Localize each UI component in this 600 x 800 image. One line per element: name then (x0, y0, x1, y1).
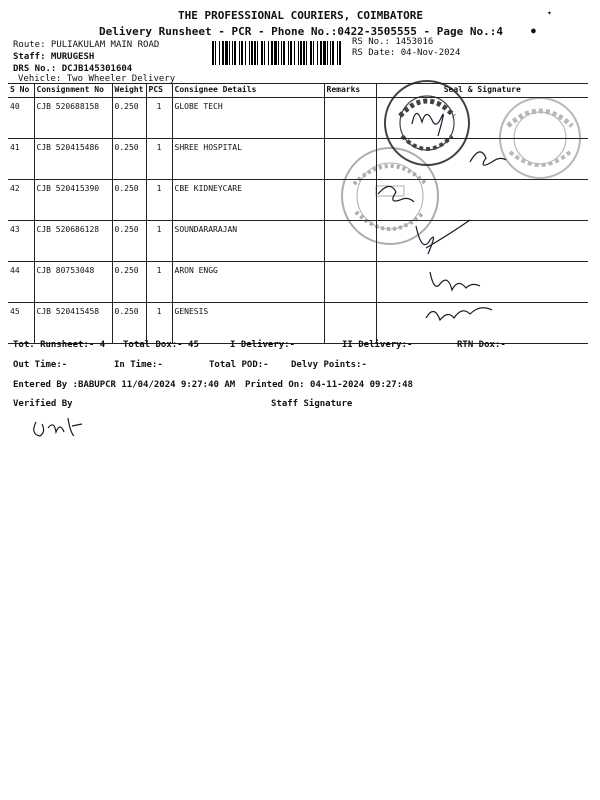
barcode-bar (232, 41, 233, 65)
signature-1 (412, 113, 443, 136)
barcode-bar (274, 41, 277, 65)
cell-pcs: 1 (146, 221, 172, 262)
rs-number: RS No.: 1453016 (352, 37, 434, 47)
barcode-bar (264, 41, 265, 65)
barcode-bar (298, 41, 299, 65)
barcode-bar (281, 41, 282, 65)
barcode-bar (222, 41, 224, 65)
barcode-bar (288, 41, 289, 65)
col-pcs: PCS (146, 84, 172, 98)
barcode-bar (229, 41, 230, 65)
vehicle-text: Vehicle: Two Wheeler Delivery (18, 74, 176, 84)
verified-signature (28, 410, 88, 446)
barcode-bar (306, 41, 307, 65)
barcode-bar (332, 41, 334, 65)
signature-4 (416, 220, 470, 254)
total-runsheet: Tot. Runsheet:- 4 (13, 340, 106, 350)
scan-dot: ● (531, 26, 536, 35)
cell-sno: 43 (8, 221, 34, 262)
barcode-bar (251, 41, 253, 65)
cell-consignment: CJB 520415390 (34, 180, 112, 221)
barcode-bar (320, 41, 322, 65)
barcode-bar (313, 41, 314, 65)
rtn-dox: RTN Dox:- (457, 340, 506, 350)
col-weight: Weight (112, 84, 146, 98)
cell-consignment: CJB 520415458 (34, 303, 112, 344)
barcode-bar (219, 41, 220, 65)
signature-6 (426, 308, 492, 320)
barcode-bar (271, 41, 273, 65)
cell-pcs: 1 (146, 303, 172, 344)
scan-mark: ✦ (547, 8, 552, 17)
cell-consignee: GENESIS (172, 303, 324, 344)
out-time: Out Time:- (13, 360, 68, 370)
barcode-bar (317, 41, 318, 65)
barcode-bar (294, 41, 295, 65)
barcode-bar (257, 41, 258, 65)
cell-weight: 0.250 (112, 98, 146, 139)
cell-sno: 42 (8, 180, 34, 221)
cell-weight: 0.250 (112, 221, 146, 262)
barcode-bar (327, 41, 328, 65)
cell-weight: 0.250 (112, 303, 146, 344)
in-time: In Time:- (114, 360, 163, 370)
ii-delivery: II Delivery:- (342, 340, 413, 350)
cell-consignee: ARON ENGG (172, 262, 324, 303)
barcode-bar (254, 41, 256, 65)
barcode-bar (241, 41, 243, 65)
cell-pcs: 1 (146, 262, 172, 303)
company-title: THE PROFESSIONAL COURIERS, COIMBATORE (178, 9, 424, 22)
rs-date: RS Date: 04-Nov-2024 (352, 48, 461, 58)
kidneycare-stamp (342, 148, 438, 244)
cell-weight: 0.250 (112, 262, 146, 303)
signature-5 (430, 272, 480, 290)
barcode-bar (215, 41, 216, 65)
cell-sno: 45 (8, 303, 34, 344)
verified-by-label: Verified By (13, 399, 73, 409)
cell-consignment: CJB 520686128 (34, 221, 112, 262)
i-delivery: I Delivery:- (230, 340, 296, 350)
staff-text: Staff: MURUGESH (13, 52, 95, 62)
cell-pcs: 1 (146, 180, 172, 221)
barcode-bar (239, 41, 240, 65)
barcode-bar (212, 41, 214, 65)
delivery-points: Delvy Points:- (291, 360, 367, 370)
drs-number: DRS No.: DCJB145301604 (13, 64, 133, 74)
staff-signature-label: Staff Signature (271, 399, 353, 409)
cell-pcs: 1 (146, 139, 172, 180)
shree-hospital-stamp (500, 98, 580, 178)
barcode-bar (290, 41, 292, 65)
barcode-bar (310, 41, 312, 65)
col-consignee: Consignee Details (172, 84, 324, 98)
total-dox: Total Dox:- 45 (123, 340, 199, 350)
barcode-bar (225, 41, 228, 65)
barcode-graphic (212, 41, 344, 65)
cell-consignment: CJB 520688158 (34, 98, 112, 139)
barcode-bar (278, 41, 279, 65)
runsheet-subtitle: Delivery Runsheet - PCR - Phone No.:0422-3505555 - Page No.:4 (99, 25, 503, 38)
cell-consignee: SOUNDARARAJAN (172, 221, 324, 262)
barcode-bar (249, 41, 250, 65)
col-remarks: Remarks (324, 84, 376, 98)
cell-sno: 41 (8, 139, 34, 180)
barcode-bar (283, 41, 285, 65)
seal-signature-overlay (330, 78, 600, 348)
route-text: Route: PULIAKULAM MAIN ROAD (13, 40, 160, 50)
barcode-bar (339, 41, 341, 65)
col-consignment: Consignment No (34, 84, 112, 98)
cell-weight: 0.250 (112, 180, 146, 221)
cell-consignment: CJB 80753048 (34, 262, 112, 303)
barcode-bar (245, 41, 246, 65)
cell-consignment: CJB 520415486 (34, 139, 112, 180)
barcode-bar (303, 41, 305, 65)
barcode-bar (300, 41, 302, 65)
cell-consignee: CBE KIDNEYCARE (172, 180, 324, 221)
barcode-bar (323, 41, 326, 65)
barcode-bar (330, 41, 331, 65)
barcode-bar (234, 41, 236, 65)
cell-weight: 0.250 (112, 139, 146, 180)
barcode-bar (337, 41, 338, 65)
cell-sno: 40 (8, 98, 34, 139)
col-seal-signature: Seal & Signature (376, 84, 588, 98)
entered-by: Entered By :BABUPCR 11/04/2024 9:27:40 AM (13, 380, 236, 390)
total-pod: Total POD:- (209, 360, 269, 370)
signature-2 (470, 152, 506, 165)
globe-tech-stamp (385, 81, 469, 165)
barcode (212, 41, 344, 65)
col-sno: S No (8, 84, 34, 98)
barcode-bar (268, 41, 269, 65)
signature-3 (378, 186, 414, 202)
cell-sno: 44 (8, 262, 34, 303)
cell-pcs: 1 (146, 98, 172, 139)
printed-on: Printed On: 04-11-2024 09:27:48 (245, 380, 413, 390)
cell-consignee: SHREE HOSPITAL (172, 139, 324, 180)
cell-consignee: GLOBE TECH (172, 98, 324, 139)
barcode-bar (261, 41, 263, 65)
